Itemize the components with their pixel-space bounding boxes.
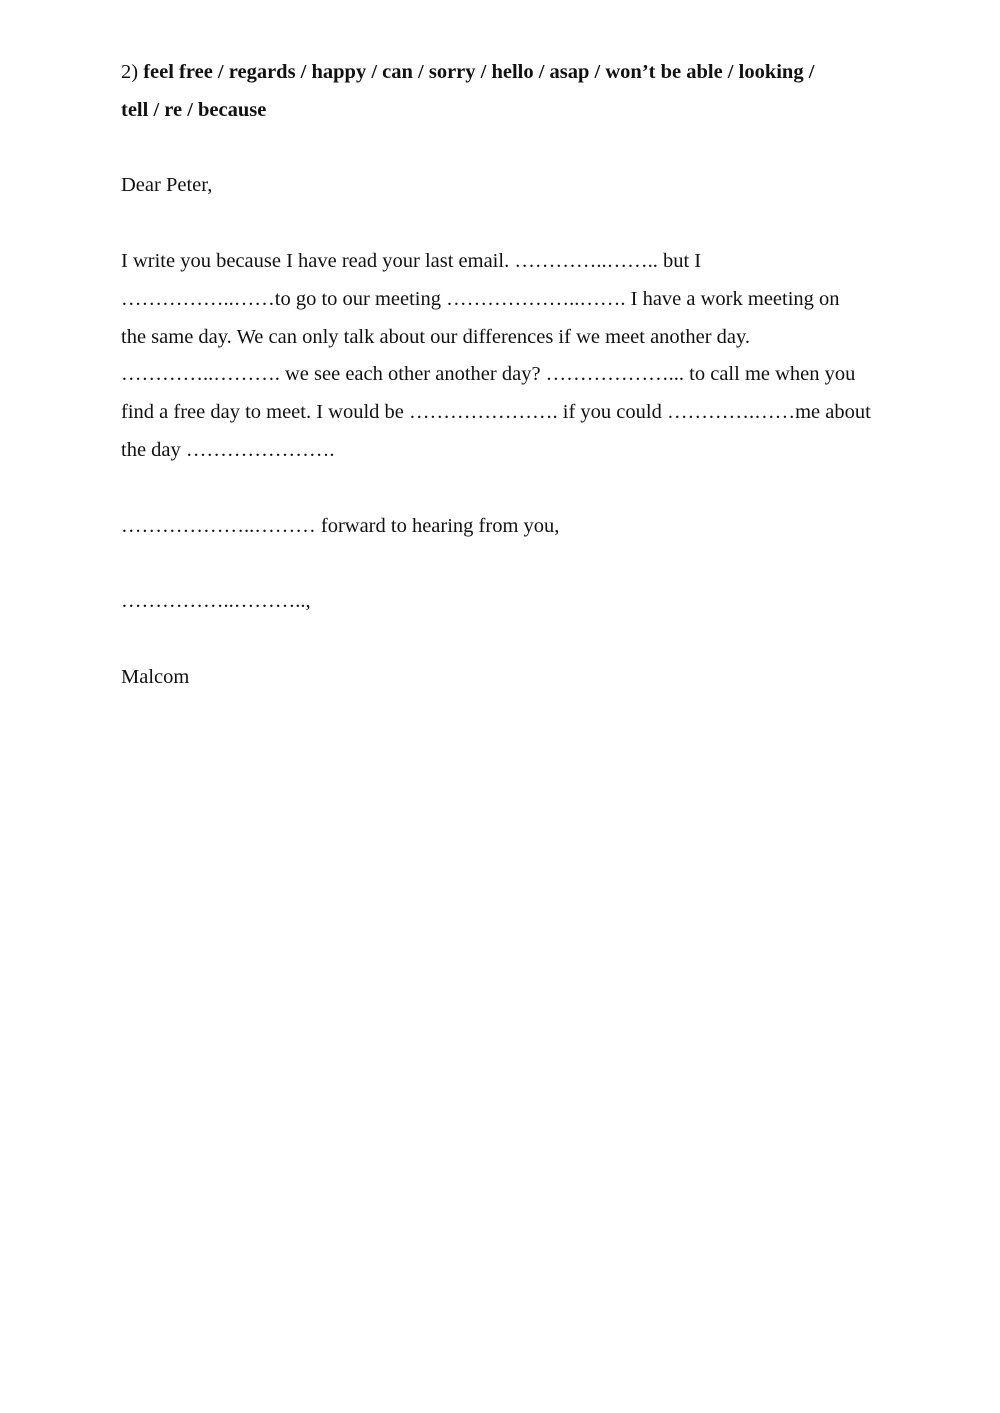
worksheet-page	[121, 54, 921, 697]
letter-body-line: I write you because I have read your last email. …………..…….. but I	[121, 249, 702, 272]
letter-signoff-blank: ……………..………..,	[121, 590, 311, 613]
letter-body-line: the day ………………….	[121, 438, 335, 461]
letter-body	[121, 243, 921, 470]
letter-body-line: the same day. We can only talk about our differences if we meet another day.	[121, 325, 751, 348]
letter-body-line: …………..………. we see each other another day? ………………... to call me when you	[121, 363, 856, 386]
word-bank-line-1	[121, 54, 921, 92]
word-bank-words-1: feel free / regards / happy / can / sorry / hello / asap / won’t be able / looking /	[143, 61, 815, 83]
letter-greeting: Dear Peter,	[121, 174, 213, 197]
word-bank-line-2	[121, 92, 921, 130]
letter-body-line: ……………..……to go to our meeting ………………..……. I have a work meeting on	[121, 287, 840, 310]
letter-closing: ………………..……… forward to hearing from you,	[121, 514, 560, 537]
letter-body-line: find a free day to meet. I would be …………………. if you could ………….……me about	[121, 401, 871, 424]
word-bank-words-2: tell / re / because	[121, 98, 267, 121]
exercise-number: 2)	[121, 61, 139, 83]
word-bank	[121, 54, 921, 130]
letter-signature: Malcom	[121, 665, 190, 688]
